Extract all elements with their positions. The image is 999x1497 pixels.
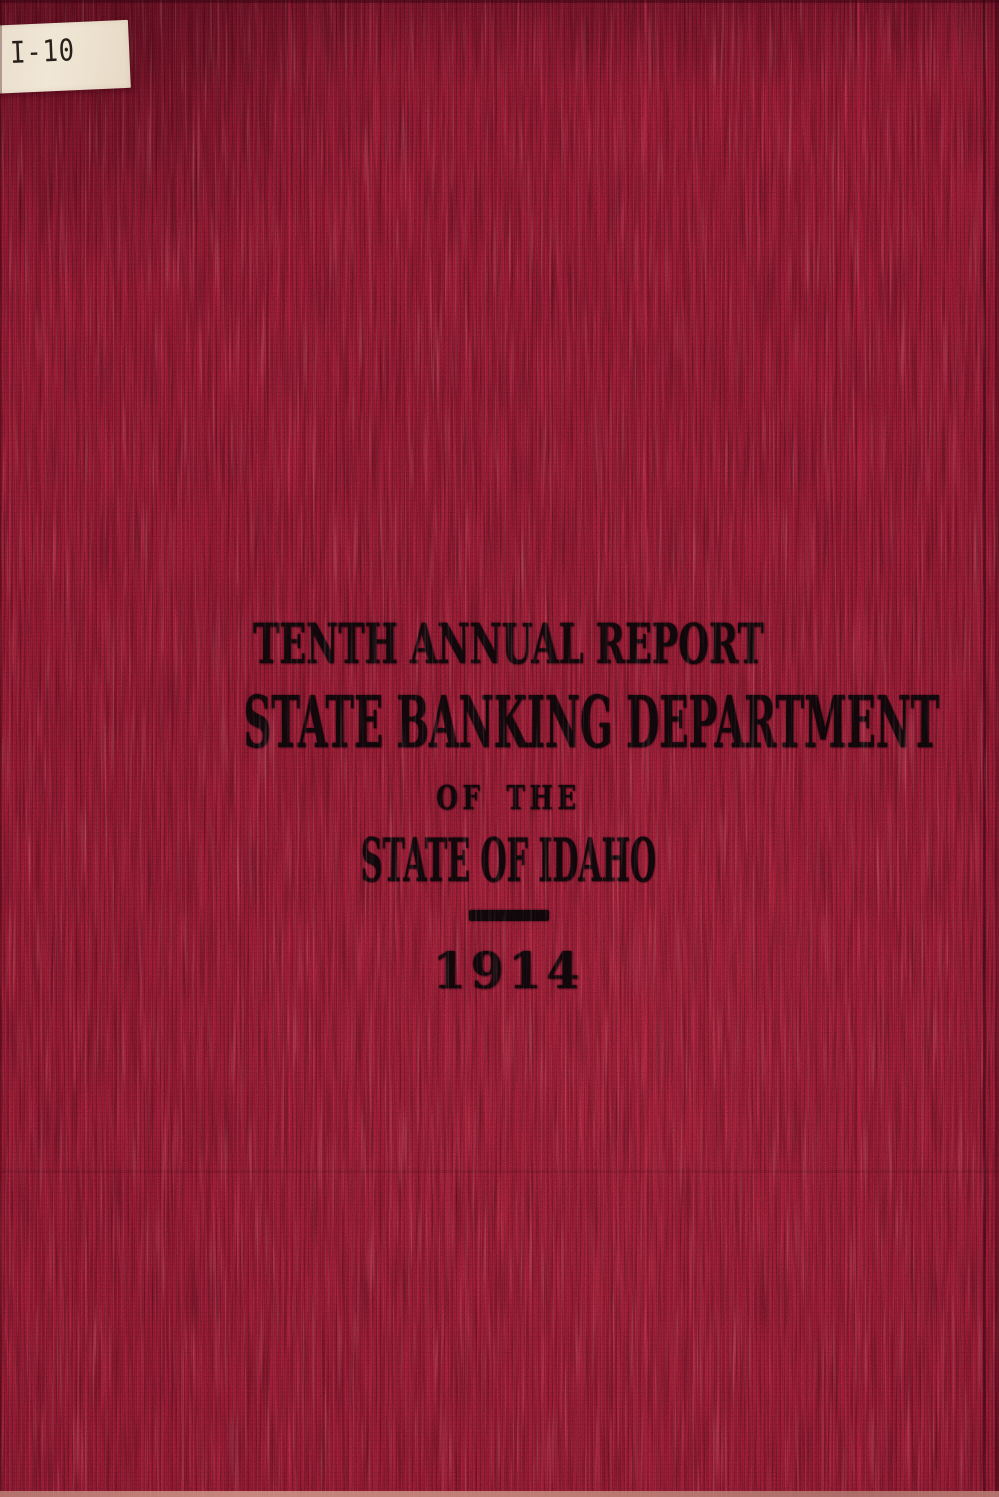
page-bottom-edge — [0, 1491, 999, 1497]
state-title: STATE OF IDAHO — [360, 826, 657, 896]
archive-label — [0, 20, 131, 94]
scan-edge-right — [995, 0, 999, 1497]
title-block — [18, 0, 999, 1497]
department-title: STATE BANKING DEPARTMENT — [243, 680, 940, 764]
archive-label-text: I-10 — [9, 33, 76, 71]
of-the-subtitle: OF THE — [436, 778, 581, 817]
scan-edge-left — [0, 0, 2, 1497]
year-text: 1914 — [432, 941, 585, 1000]
divider-rule — [469, 910, 549, 921]
report-title: TENTH ANNUAL REPORT — [253, 611, 764, 676]
scan-edge-top — [0, 0, 999, 3]
